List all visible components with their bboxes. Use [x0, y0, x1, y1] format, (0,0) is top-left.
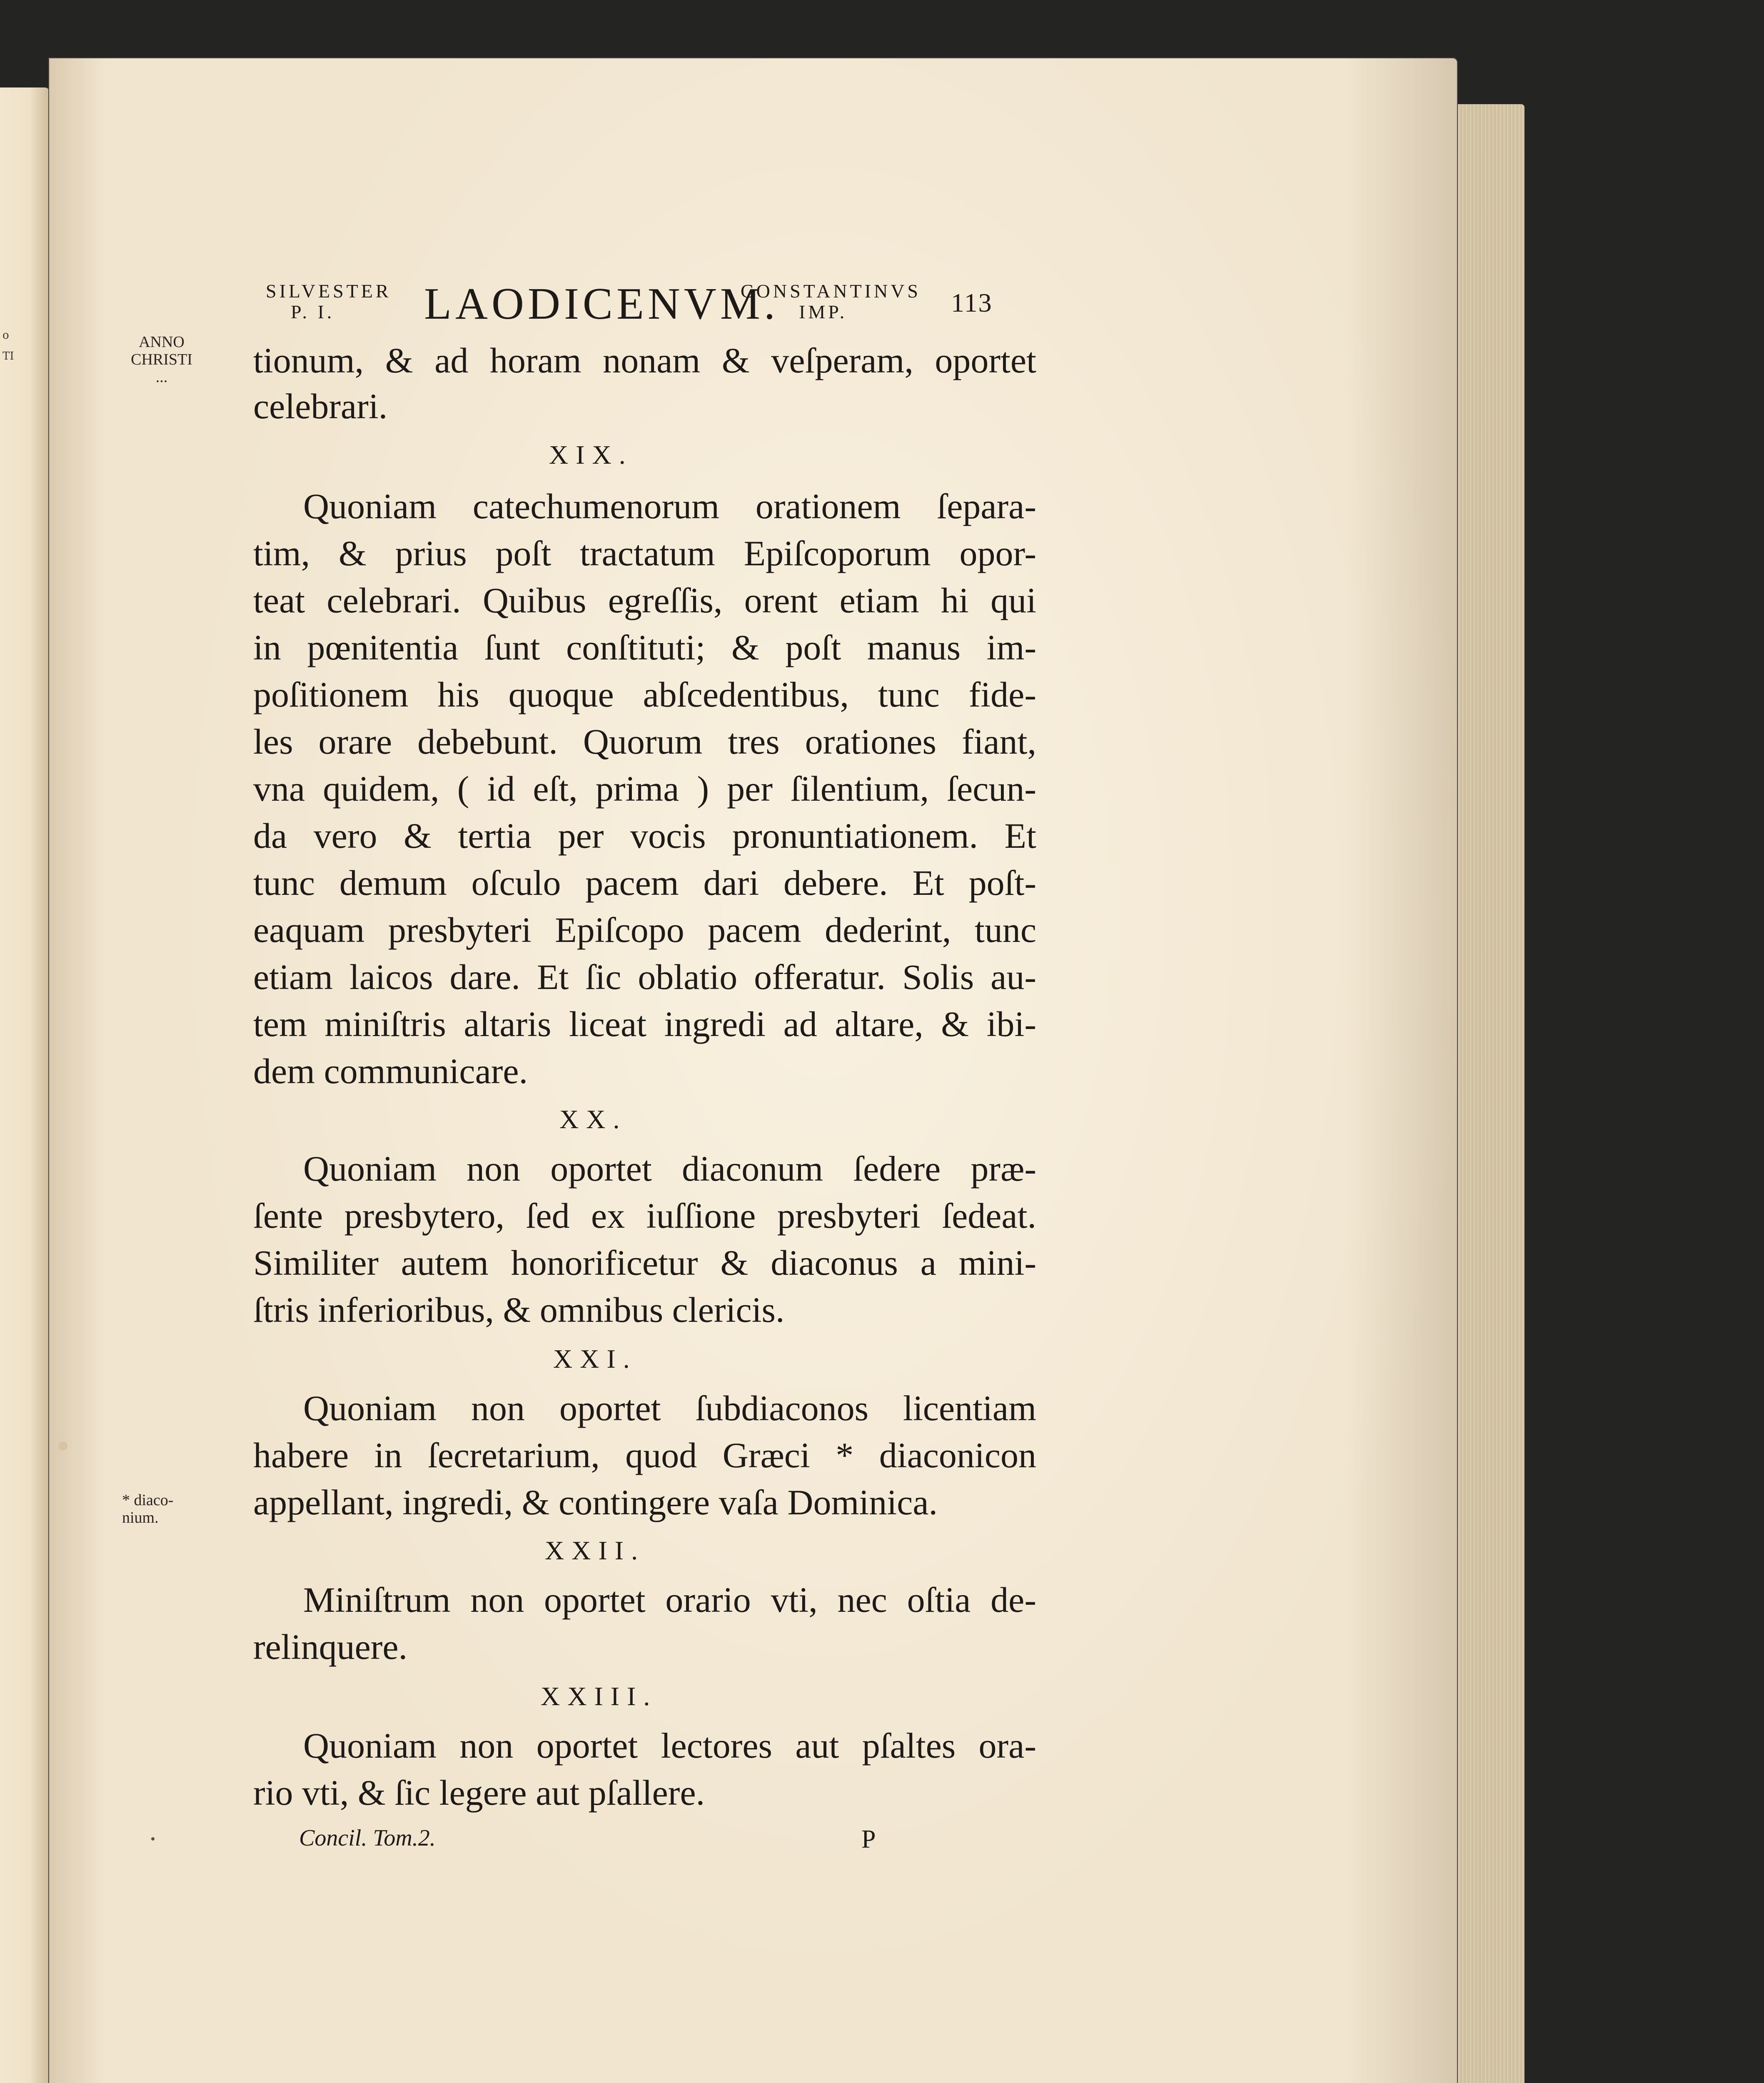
text-line: eaquam presbyteri Epiſcopo pacem dederint, tunc: [253, 910, 1036, 950]
running-head-emperor-title: IMP.: [799, 301, 848, 322]
margin-note-line: CHRISTI: [131, 351, 192, 368]
facing-page-sliver: [0, 87, 49, 2083]
text-line: in pœnitentia ſunt conſtituti; & poſt manus im-: [253, 627, 1036, 667]
text-line: tionum, & ad horam nonam & veſperam, oportet: [253, 340, 1036, 380]
gathering-mark: P: [861, 1825, 876, 1853]
text-line: ſtris inferioribus, & omnibus clericis.: [253, 1290, 785, 1330]
text-line: appellant, ingredi, & contingere vaſa Dominica.: [253, 1482, 938, 1522]
canon-number: XXII.: [545, 1536, 646, 1565]
facing-page-fragment: TI: [2, 350, 14, 362]
text-line: les orare debebunt. Quorum tres orationes fiant,: [253, 722, 1036, 762]
page-fore-edge: [1445, 104, 1524, 2083]
book-page: [49, 58, 1457, 2083]
running-head-emperor: CONSTANTINVS: [741, 280, 921, 302]
text-line: Similiter autem honorificetur & diaconus a mini-: [253, 1243, 1036, 1283]
margin-note-line: ANNO: [139, 333, 185, 351]
running-head-title: LAODICENVM.: [424, 279, 779, 329]
text-line: habere in ſecretarium, quod Græci * diaconicon: [253, 1435, 1036, 1475]
running-head-pope: SILVESTER: [266, 280, 392, 302]
margin-note-line: ...: [155, 368, 168, 386]
text-line: poſitionem his quoque abſcedentibus, tunc fide-: [253, 674, 1036, 714]
text-line: Quoniam catechumenorum orationem ſepara-: [303, 486, 1036, 526]
text-line: Miniſtrum non oportet orario vti, nec oſtia de-: [303, 1580, 1036, 1620]
margin-note-line: nium.: [122, 1509, 159, 1526]
text-line: tem miniſtris altaris liceat ingredi ad altare, & ibi-: [253, 1004, 1036, 1044]
signature-line: Concil. Tom.2.: [299, 1825, 436, 1851]
text-line: da vero & tertia per vocis pronuntiationem. Et: [253, 816, 1036, 856]
text-line: tim, & prius poſt tractatum Epiſcoporum opor-: [253, 533, 1036, 573]
paper-speck: [151, 1837, 155, 1841]
margin-note-anno-christi: [130, 333, 193, 386]
running-head-pope-number: P. I.: [291, 301, 335, 322]
margin-note-diaconium: [122, 1491, 185, 1526]
text-line: rio vti, & ſic legere aut pſallere.: [253, 1773, 705, 1813]
text-line: etiam laicos dare. Et ſic oblatio offeratur. Solis au-: [253, 957, 1036, 997]
facing-page-fragment: o: [2, 329, 9, 342]
canon-number: XIX.: [549, 440, 633, 470]
text-line: vna quidem, ( id eſt, prima ) per ſilentium, ſecun-: [253, 769, 1036, 809]
paper-speck: [58, 1441, 67, 1451]
margin-note-line: * diaco-: [122, 1491, 174, 1509]
page-number: 113: [951, 288, 993, 317]
canon-number: XXIII.: [541, 1681, 658, 1711]
text-line: Quoniam non oportet lectores aut pſaltes ora-: [303, 1726, 1036, 1766]
text-line: dem communicare.: [253, 1051, 528, 1091]
canon-number: XXI.: [553, 1344, 637, 1374]
text-line: ſente presbytero, ſed ex iuſſione presbyteri ſedeat.: [253, 1196, 1036, 1236]
text-line: teat celebrari. Quibus egreſſis, orent etiam hi qui: [253, 580, 1036, 620]
text-line: Quoniam non oportet ſubdiaconos licentiam: [303, 1388, 1036, 1428]
text-line: relinquere.: [253, 1627, 408, 1667]
text-line: tunc demum oſculo pacem dari debere. Et poſt-: [253, 863, 1036, 903]
text-line: celebrari.: [253, 386, 388, 426]
canon-number: XX.: [559, 1104, 627, 1134]
text-line: Quoniam non oportet diaconum ſedere præ-: [303, 1149, 1036, 1189]
